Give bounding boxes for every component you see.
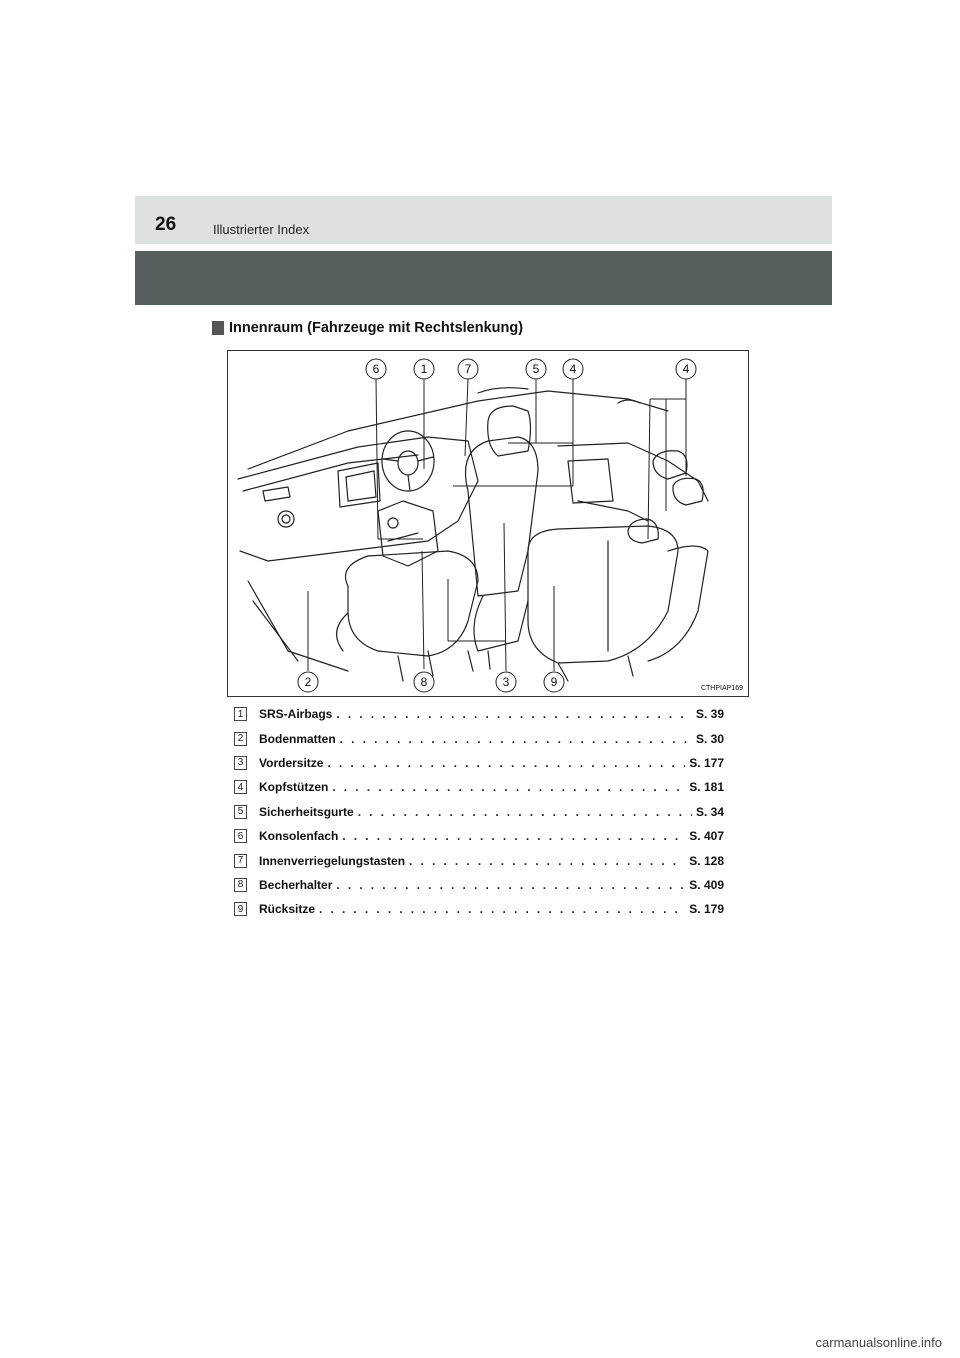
leader-dots <box>336 707 692 721</box>
page-ref: S. 407 <box>689 829 724 844</box>
page-ref: S. 39 <box>695 707 724 722</box>
callout-8: 8 <box>420 675 428 689</box>
index-item <box>234 824 724 848</box>
page-ref: S. 179 <box>689 902 724 917</box>
item-label: Kopfstützen <box>259 780 329 795</box>
item-number: 4 <box>234 780 247 794</box>
item-number: 3 <box>234 756 247 770</box>
car-interior-drawing <box>228 351 749 697</box>
leader-dots <box>358 805 692 819</box>
callout-1: 1 <box>420 362 428 376</box>
leader-dots <box>319 902 685 916</box>
index-item <box>234 897 724 921</box>
item-number: 1 <box>234 707 247 721</box>
item-number: 2 <box>234 732 247 746</box>
section-title: Innenraum (Fahrzeuge mit Rechtslenkung) <box>229 320 524 336</box>
section-band <box>135 251 832 305</box>
callout-4a: 4 <box>569 362 577 376</box>
callout-2: 2 <box>304 675 312 689</box>
section-heading <box>212 318 523 338</box>
page-ref: S. 181 <box>689 780 724 795</box>
callout-7: 7 <box>464 362 472 376</box>
square-bullet-icon <box>212 321 224 335</box>
item-number: 5 <box>234 805 247 819</box>
item-number: 7 <box>234 854 247 868</box>
leader-dots <box>342 829 685 843</box>
watermark: carmanualsonline.info <box>815 1335 942 1350</box>
index-list <box>234 702 724 922</box>
page-ref: S. 128 <box>689 853 724 868</box>
item-label: Becherhalter <box>259 877 333 892</box>
callout-4b: 4 <box>682 362 690 376</box>
index-item <box>234 702 724 726</box>
item-label: Vordersitze <box>259 755 324 770</box>
page-ref: S. 34 <box>695 804 724 819</box>
item-label: Innenverriegelungstasten <box>259 853 406 868</box>
index-item <box>234 726 724 750</box>
index-item <box>234 800 724 824</box>
leader-dots <box>340 732 692 746</box>
index-item <box>234 751 724 775</box>
index-item <box>234 775 724 799</box>
item-label: Sicherheitsgurte <box>259 804 354 819</box>
page-ref: S. 30 <box>695 731 724 746</box>
leader-dots <box>336 878 685 892</box>
page-header <box>135 196 832 244</box>
item-label: Bodenmatten <box>259 731 336 746</box>
item-number: 6 <box>234 829 247 843</box>
index-item <box>234 873 724 897</box>
item-number: 9 <box>234 902 247 916</box>
item-label: Konsolenfach <box>259 829 339 844</box>
interior-illustration <box>227 350 749 697</box>
callout-3: 3 <box>502 675 510 689</box>
figure-code: CTHPIAP169 <box>700 685 743 692</box>
page-ref: S. 177 <box>689 755 724 770</box>
item-label: Rücksitze <box>259 902 316 917</box>
item-number: 8 <box>234 878 247 892</box>
callout-5: 5 <box>532 362 540 376</box>
page-ref: S. 409 <box>689 877 724 892</box>
callout-9: 9 <box>550 675 558 689</box>
callout-6: 6 <box>372 362 380 376</box>
header-title: Illustrierter Index <box>213 222 310 237</box>
page-number: 26 <box>155 214 177 235</box>
leader-dots <box>327 756 685 770</box>
leader-dots <box>409 854 685 868</box>
index-item <box>234 848 724 872</box>
leader-dots <box>332 780 685 794</box>
item-label: SRS-Airbags <box>259 707 333 722</box>
